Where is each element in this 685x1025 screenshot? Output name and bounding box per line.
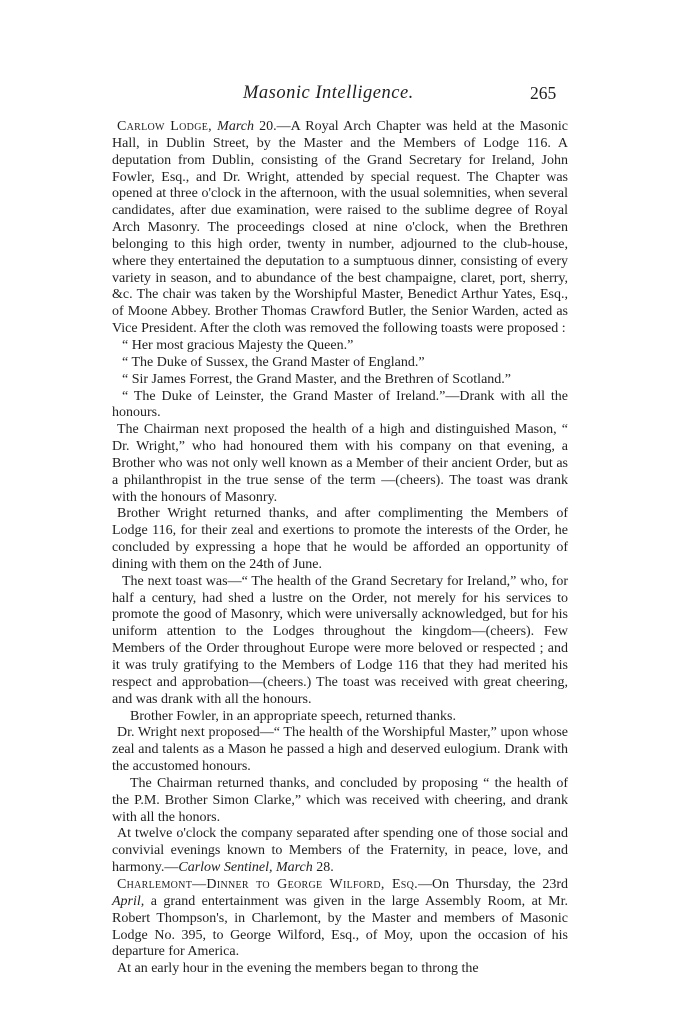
paragraph bbox=[112, 709, 568, 726]
paragraph bbox=[112, 776, 568, 827]
paragraph bbox=[112, 372, 568, 389]
paragraph bbox=[112, 389, 568, 423]
paragraph bbox=[112, 355, 568, 372]
paragraph-text: The next toast was—“ The health of the Grand Secretary for Ireland,” who, for half a century, had shed a lustre on the Order, not merely for his services to promote the good of Masonry, which were universally acknowledged, but for his uniform attention to the Lodges throughout the kingdom—(cheers). Few Members of the Order throughout Europe were more beloved or respected ; and it was truly gratifying to the Members of Lodge 116 that they had merited his respect and approbation—(cheers.) The toast was received with great cheering, and was drank with all the honours. bbox=[112, 573, 568, 707]
paragraph-text: a grand entertainment was given in the large Assembly Room, at Mr. Robert Thompson's, in Charlemont, by the Master and members of Masonic Lodge No. 395, to George Wilford, Esq., of Moy, upon the occasion of his departure for America. bbox=[112, 893, 568, 960]
article-body bbox=[112, 119, 568, 978]
paragraph bbox=[112, 338, 568, 355]
paragraph bbox=[112, 877, 568, 961]
paragraph-text: —On Thursday, the 23rd bbox=[417, 876, 569, 892]
paragraph-text: “ The Duke of Sussex, the Grand Master of England.” bbox=[122, 354, 425, 370]
paragraph-text: 20.—A Royal Arch Chapter was held at the Masonic Hall, in Dublin Street, by the Master and the Members of Lodge 116. A deputation from Dublin, consisting of the Grand Secretary for Ireland, John Fowler, Esq., and Dr. Wright, attended by special request. The Chapter was opened at three o'clock in the afternoon, with the usual solemnities, when several candidates, after due examination, were raised to the sublime degree of Royal Arch Masonry. The proceedings closed at nine o'clock, when the Brethren belonging to this high order, twenty in number, adjourned to the club-house, where they entertained the deputation to a sumptuous dinner, consisting of every variety in season, and to abundance of the best champaigne, claret, port, sherry, &c. The chair was taken by the Worshipful Master, Benedict Arthur Yates, Esq., of Moone Abbey. Brother Thomas Crawford Butler, the Senior Warden, acted as Vice President. After the cloth was removed the following toasts were proposed : bbox=[112, 119, 568, 337]
paragraph bbox=[112, 826, 568, 877]
paragraph-text: “ The Duke of Leinster, the Grand Master of Ireland.”—Drank with all the honours. bbox=[112, 388, 568, 421]
italic-text: March bbox=[217, 119, 254, 134]
paragraph-text: At twelve o'clock the company separated after spending one of those social and convivial evenings known to Members of the Fraternity, in peace, love, and harmony.— bbox=[112, 826, 568, 876]
paragraph-text: The Chairman returned thanks, and concluded by proposing “ the health of the P.M. Brother Simon Clarke,” which was received with cheering, and drank with all the honors. bbox=[112, 775, 568, 825]
paragraph-text: Dr. Wright next proposed—“ The health of the Worshipful Master,” upon whose zeal and talents as a Mason he passed a high and deserved eulogium. Drank with the accustomed honours. bbox=[112, 725, 568, 775]
paragraph bbox=[112, 725, 568, 776]
page-number: 265 bbox=[530, 83, 557, 103]
page-header bbox=[0, 83, 685, 107]
italic-text: Carlow Sentinel, March bbox=[178, 860, 313, 876]
paragraph-text: Brother Wright returned thanks, and after complimenting the Members of Lodge 116, for their zeal and exertions to promote the interests of the Order, he concluded by expressing a hope that he would be afforded an opportunity of dining with them on the 24th of June. bbox=[112, 506, 568, 572]
paragraph bbox=[112, 422, 568, 506]
italic-text: April, bbox=[112, 893, 145, 909]
paragraph-text: Brother Fowler, in an appropriate speech, returned thanks. bbox=[130, 708, 456, 724]
running-title: Masonic Intelligence. bbox=[243, 83, 414, 103]
paragraph bbox=[112, 961, 568, 978]
paragraph bbox=[112, 506, 568, 573]
paragraph-text: At an early hour in the evening the members began to throng the bbox=[117, 961, 479, 977]
paragraph-text: “ Sir James Forrest, the Grand Master, and the Brethren of Scotland.” bbox=[122, 371, 511, 387]
paragraph-text: The Chairman next proposed the health of a high and distinguished Mason, “ Dr. Wright,” who had honoured them with his company on that evening, a Brother who was not only well known as a Member of their ancient Order, but as a philanthropist in the true sense of the term —(cheers). The toast was drank with the honours of Masonry. bbox=[112, 422, 568, 505]
section-heading: Charlemont—Dinner to George Wilford, Esq. bbox=[117, 876, 418, 892]
section-heading: Carlow Lodge, bbox=[117, 119, 212, 134]
paragraph bbox=[112, 574, 568, 709]
paragraph-text: “ Her most gracious Majesty the Queen.” bbox=[122, 337, 354, 353]
paragraph bbox=[112, 119, 568, 338]
paragraph-text: 28. bbox=[312, 860, 334, 876]
